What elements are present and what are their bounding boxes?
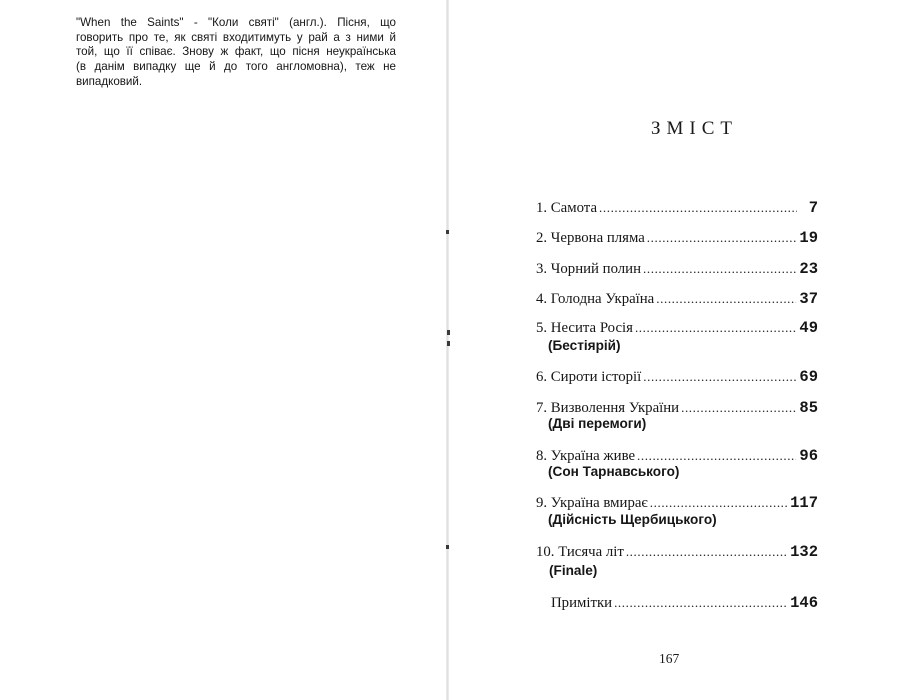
leader-dots (614, 595, 787, 611)
footnote-line: той, що її співає. Знову ж факт, що пісня неукраїнська (76, 45, 396, 59)
toc-entry-title: 7. Визволення України (536, 400, 680, 416)
toc-entry[interactable] (551, 594, 818, 614)
toc-entry-title: 9. Україна вмирає (536, 495, 648, 511)
toc-entry-title: 10. Тисяча літ (536, 544, 624, 560)
toc-entry-subtitle: (Дійсність Щербицького) (548, 512, 717, 527)
toc-entry-title: 1. Самота (536, 200, 598, 216)
leader-dots (599, 200, 797, 216)
toc-entry-subtitle: (Finale) (549, 563, 598, 578)
toc-entry[interactable] (536, 260, 818, 280)
footnote-line: (в данім випадку ще й до того англомовна), теж не (76, 60, 396, 74)
toc-entry-page: 19 (799, 229, 818, 247)
toc-entry[interactable] (536, 319, 818, 339)
leader-dots (647, 230, 797, 246)
toc-entry[interactable] (536, 543, 818, 563)
toc-entry[interactable] (536, 368, 818, 388)
toc-entry-title: Примітки (551, 595, 613, 611)
toc-entry[interactable] (536, 494, 818, 514)
toc-entry-title: 3. Чорний полин (536, 261, 642, 277)
toc-entry-subtitle: (Дві перемоги) (548, 416, 647, 431)
toc-entry-page: 7 (808, 199, 818, 217)
page-title: ЗМІСТ (651, 118, 739, 139)
toc-entry-page: 49 (799, 319, 818, 337)
toc-entry-subtitle: (Бестіярій) (548, 338, 621, 353)
toc-entry-page: 85 (799, 399, 818, 417)
toc-entry-title: 4. Голодна Україна (536, 291, 655, 307)
toc-entry[interactable] (536, 199, 818, 219)
leader-dots (643, 369, 796, 385)
footnote-line: випадковий. (76, 74, 143, 88)
leader-dots (681, 400, 796, 416)
toc-entry-page: 132 (790, 543, 818, 561)
toc-entry-page: 23 (799, 260, 818, 278)
leader-dots (637, 448, 796, 464)
toc-entry-page: 96 (799, 447, 818, 465)
toc-entry[interactable] (536, 229, 818, 249)
footnote-line: "When the Saints" - "Коли святі" (англ.). Пісня, що (76, 16, 396, 29)
toc-entry-title: 8. Україна живе (536, 448, 636, 464)
toc-entry-title: 2. Червона пляма (536, 230, 645, 246)
leader-dots (643, 261, 796, 277)
toc-entry-page: 146 (790, 594, 818, 612)
toc-entry-page: 117 (790, 494, 818, 512)
footnote-line: говорить про те, як святі входитимуть у рай а з ними й (76, 30, 396, 44)
toc-entry-subtitle: (Сон Тарнавського) (548, 464, 680, 479)
toc-entry-page: 69 (799, 368, 818, 386)
toc-entry-title: 5. Несита Росія (536, 320, 633, 336)
toc-entry[interactable] (536, 290, 818, 310)
leader-dots (656, 291, 796, 307)
page-number: 167 (659, 651, 680, 666)
leader-dots (626, 544, 787, 560)
toc-entry-title: 6. Сироти історії (536, 369, 642, 385)
leader-dots (650, 495, 787, 511)
toc-entry-page: 37 (799, 290, 818, 308)
leader-dots (635, 320, 796, 336)
